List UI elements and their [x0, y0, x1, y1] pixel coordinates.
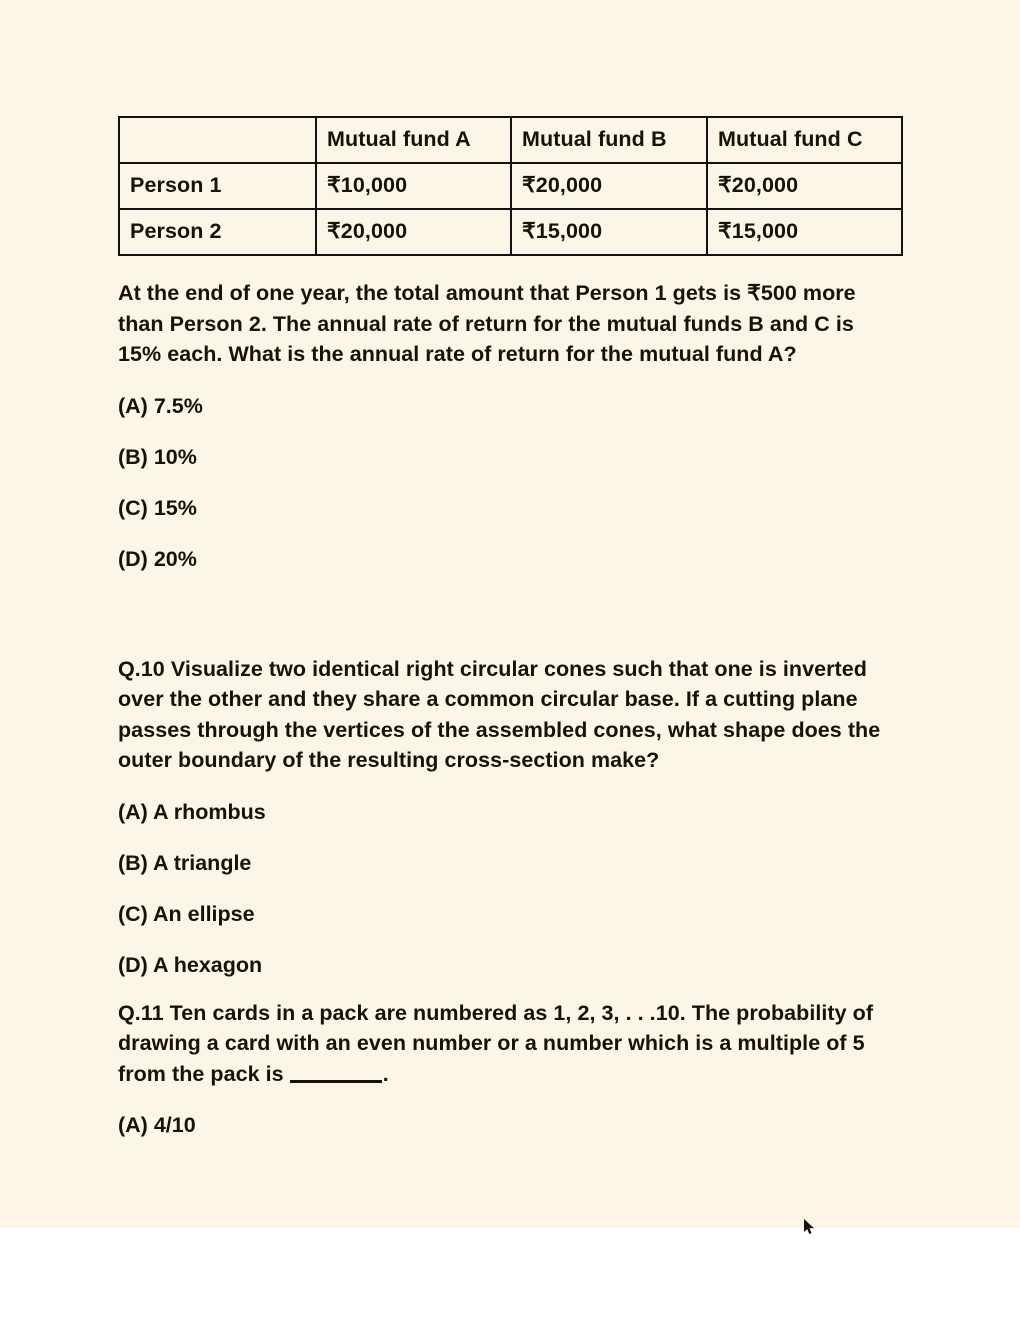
table-row-label-person-1: Person 1 — [119, 163, 316, 209]
question-10-option-b[interactable]: (B) A triangle — [118, 850, 252, 875]
question-10-block — [118, 654, 902, 980]
question-9-option-a[interactable]: (A) 7.5% — [118, 393, 203, 418]
question-10-option-d[interactable]: (D) A hexagon — [118, 952, 263, 977]
table-row — [119, 209, 902, 255]
question-11-text-before-blank: Q.11 Ten cards in a pack are numbered as 1, 2, 3, . . .10. The probability of drawing a card with an even number or a number which is a multiple of 5 from the pack is — [118, 1000, 874, 1086]
table-cell-person1-fund-b: ₹20,000 — [511, 163, 707, 209]
question-9-option-c[interactable]: (C) 15% — [118, 495, 197, 520]
section-spacer — [118, 574, 902, 654]
question-11-text — [118, 998, 902, 1090]
question-9-block — [118, 278, 902, 574]
table-cell-person2-fund-a: ₹20,000 — [316, 209, 511, 255]
table-cell-person1-fund-c: ₹20,000 — [707, 163, 902, 209]
table-cell-person1-fund-a: ₹10,000 — [316, 163, 511, 209]
question-11-block — [118, 998, 902, 1141]
question-9-text: At the end of one year, the total amount that Person 1 gets is ₹500 more than Person 2. The annual rate of return for the mutual funds B and C is 15% each. What is the annual rate of return for the mutual fund A? — [118, 281, 856, 366]
table-column-header-fund-c: Mutual fund C — [707, 117, 902, 163]
table-row — [119, 163, 902, 209]
section-spacer — [118, 980, 902, 998]
question-10-text: Q.10 Visualize two identical right circular cones such that one is inverted over the other and they share a common circular base. If a cutting plane passes through the vertices of the assembled cones, what shape does the outer boundary of the resulting cross-section make? — [118, 656, 881, 772]
table-column-header-fund-b: Mutual fund B — [511, 117, 707, 163]
table-column-header-fund-a: Mutual fund A — [316, 117, 511, 163]
table-header-row — [119, 117, 902, 163]
table-cell-person2-fund-c: ₹15,000 — [707, 209, 902, 255]
question-11-text-after-blank: . — [382, 1061, 389, 1086]
question-9-option-d[interactable]: (D) 20% — [118, 546, 197, 571]
question-9-option-b[interactable]: (B) 10% — [118, 444, 197, 469]
document-content — [118, 116, 902, 1140]
question-10-option-a[interactable]: (A) A rhombus — [118, 799, 266, 824]
table-corner-cell — [119, 117, 316, 163]
table-row-label-person-2: Person 2 — [119, 209, 316, 255]
question-11-option-a[interactable]: (A) 4/10 — [118, 1113, 196, 1137]
mutual-fund-table — [118, 116, 903, 256]
answer-blank — [290, 1063, 382, 1083]
table-cell-person2-fund-b: ₹15,000 — [511, 209, 707, 255]
question-10-option-c[interactable]: (C) An ellipse — [118, 901, 255, 926]
